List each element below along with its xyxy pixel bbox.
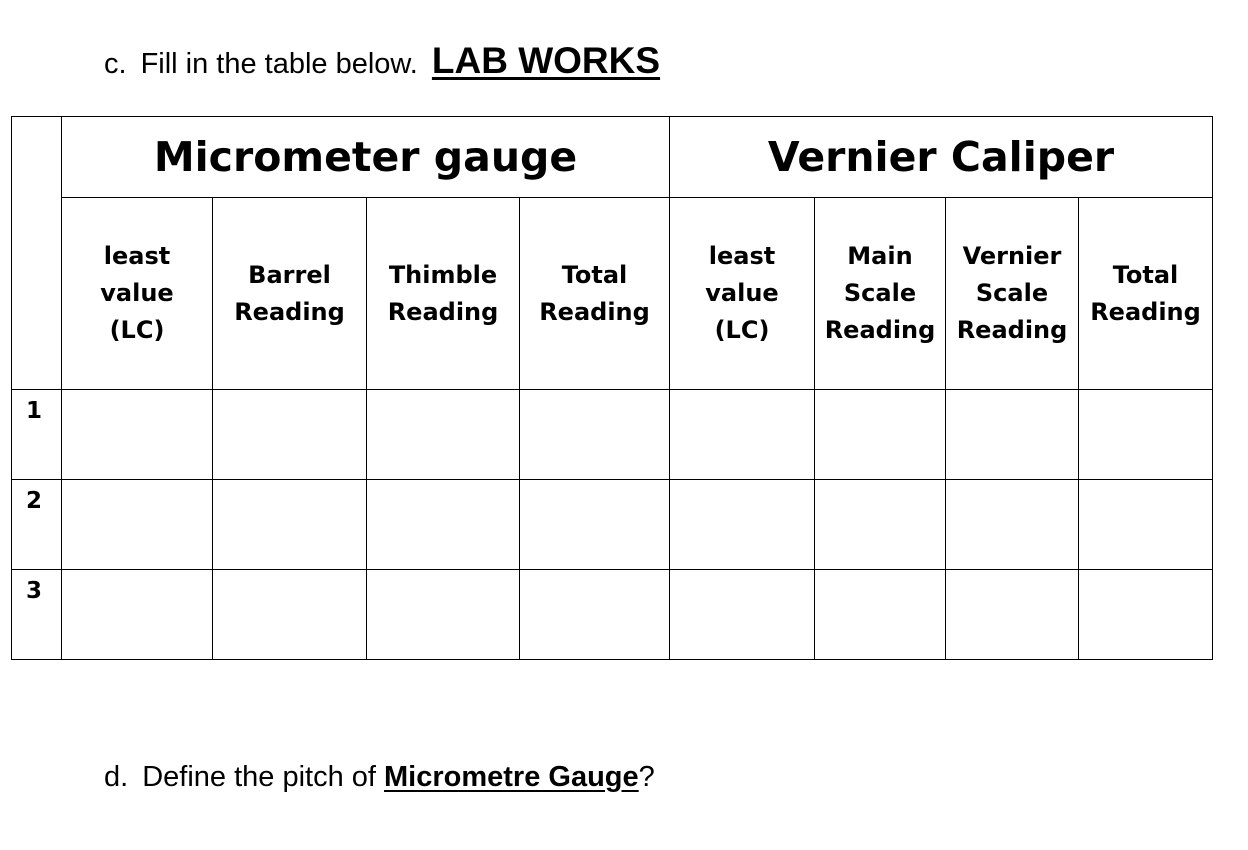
- table-cell[interactable]: [520, 570, 670, 660]
- table-corner-cell: [12, 117, 62, 390]
- table-cell[interactable]: [815, 390, 946, 480]
- row-number: 1: [12, 390, 62, 480]
- table-row: [12, 570, 1213, 660]
- table-cell[interactable]: [367, 390, 520, 480]
- instruction-d: [104, 761, 655, 794]
- table-cell[interactable]: [62, 570, 213, 660]
- table-cell[interactable]: [367, 570, 520, 660]
- column-header-micrometer-lc: least value (LC): [62, 198, 213, 390]
- table-cell[interactable]: [520, 390, 670, 480]
- table-cell[interactable]: [1079, 390, 1213, 480]
- row-number: 2: [12, 480, 62, 570]
- column-header-thimble-reading: Thimble Reading: [367, 198, 520, 390]
- item-marker-c: c.: [104, 48, 127, 80]
- table-cell[interactable]: [520, 480, 670, 570]
- table-cell[interactable]: [1079, 480, 1213, 570]
- table-cell[interactable]: [62, 480, 213, 570]
- table-cell[interactable]: [213, 480, 367, 570]
- lab-works-table: [11, 116, 1213, 660]
- table-cell[interactable]: [670, 570, 815, 660]
- item-marker-d: d.: [104, 761, 129, 793]
- table-cell[interactable]: [213, 390, 367, 480]
- instruction-c: [104, 40, 660, 82]
- table-cell[interactable]: [815, 480, 946, 570]
- question-mark: ?: [638, 761, 655, 793]
- table-cell[interactable]: [946, 390, 1079, 480]
- table-cell[interactable]: [670, 480, 815, 570]
- table-cell[interactable]: [946, 570, 1079, 660]
- column-header-main-scale-reading: Main Scale Reading: [815, 198, 946, 390]
- table-cell[interactable]: [946, 480, 1079, 570]
- table-row: [12, 390, 1213, 480]
- column-header-vernier-total: Total Reading: [1079, 198, 1213, 390]
- group-header-micrometer: Micrometer gauge: [62, 117, 670, 198]
- micrometre-gauge-term: Micrometre Gauge: [384, 761, 639, 793]
- table-cell[interactable]: [367, 480, 520, 570]
- instruction-c-text: Fill in the table below.: [140, 48, 418, 80]
- table-cell[interactable]: [62, 390, 213, 480]
- column-header-micrometer-total: Total Reading: [520, 198, 670, 390]
- table-cell[interactable]: [670, 390, 815, 480]
- table-cell[interactable]: [213, 570, 367, 660]
- table-cell[interactable]: [815, 570, 946, 660]
- instruction-d-text: Define the pitch of: [142, 761, 376, 793]
- column-header-vernier-lc: least value (LC): [670, 198, 815, 390]
- row-number: 3: [12, 570, 62, 660]
- table-row: [12, 480, 1213, 570]
- lab-works-heading: LAB WORKS: [431, 40, 661, 81]
- column-header-barrel-reading: Barrel Reading: [213, 198, 367, 390]
- table-cell[interactable]: [1079, 570, 1213, 660]
- group-header-vernier: Vernier Caliper: [670, 117, 1213, 198]
- column-header-vernier-scale-reading: Vernier Scale Reading: [946, 198, 1079, 390]
